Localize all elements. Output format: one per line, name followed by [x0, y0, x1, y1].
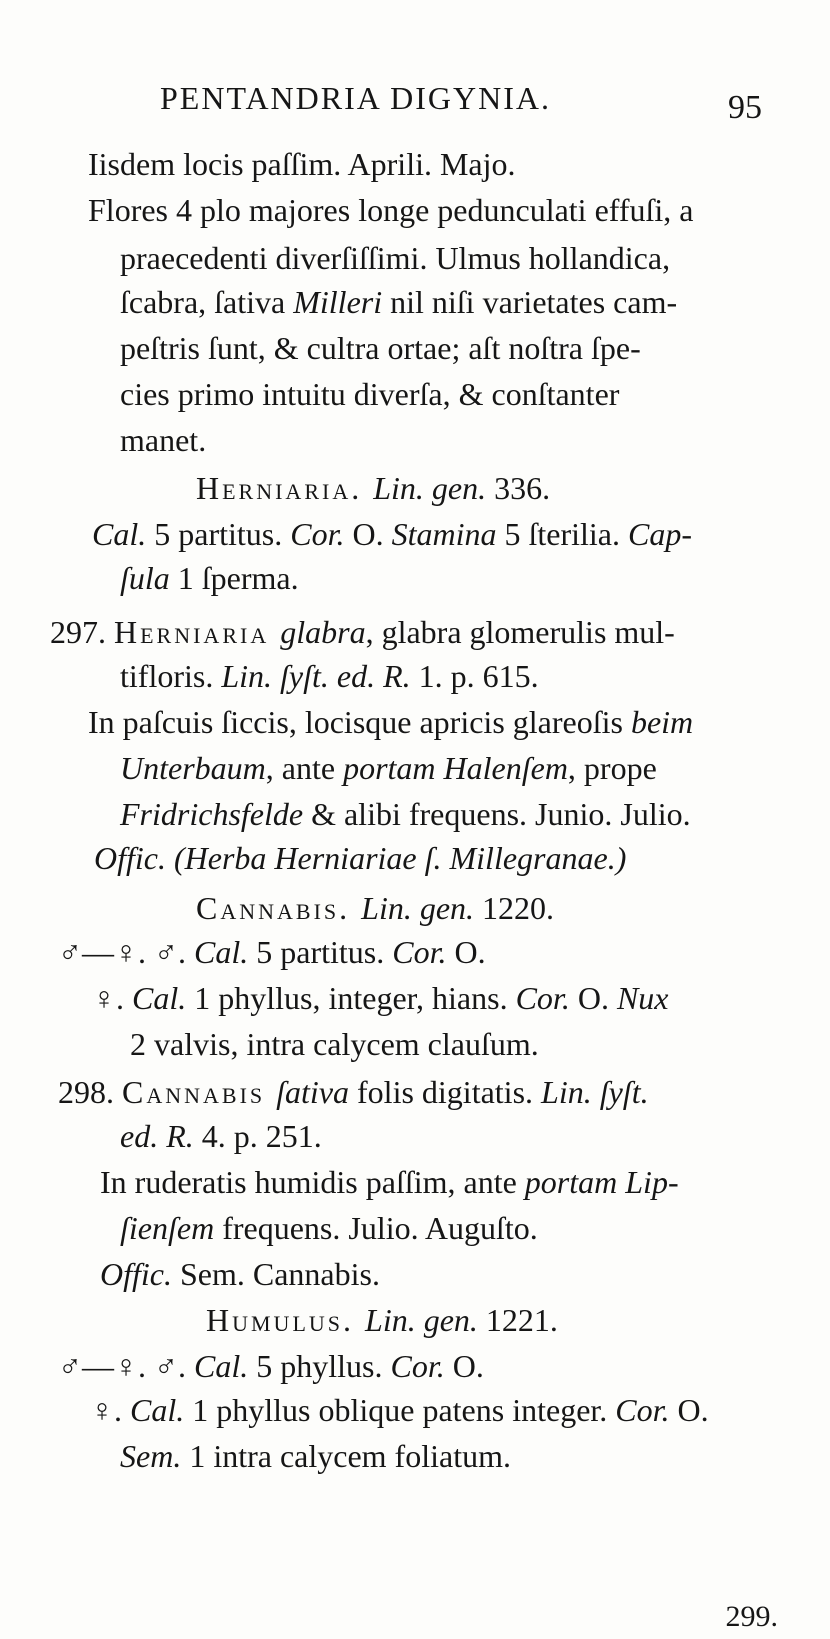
text-line: ♂—♀. ♂. Cal. 5 phyllus. Cor. O. [58, 1348, 484, 1384]
text-line: Cal. 5 partitus. Cor. O. Stamina 5 ſterilia. Cap- [92, 516, 692, 552]
text-line: Unterbaum, ante portam Halenſem, prope [120, 750, 657, 786]
text-line: ſula 1 ſperma. [120, 560, 299, 596]
genus-heading-cannabis: Cannabis. Lin. gen. 1220. [196, 890, 555, 926]
text-line: Offic. Sem. Cannabis. [100, 1256, 380, 1292]
text-line: ſcabra, ſativa Milleri nil niſi varietates cam- [120, 284, 678, 320]
text-line: In ruderatis humidis paſſim, ante portam Lip- [100, 1164, 679, 1200]
text-line: manet. [120, 422, 207, 458]
text-line: Iisdem locis paſſim. Aprili. Majo. [88, 146, 516, 182]
genus-heading-humulus: Humulus. Lin. gen. 1221. [206, 1302, 558, 1338]
entry-298: 298. Cannabis ſativa folis digitatis. Lin. ſyſt. [58, 1074, 649, 1110]
page-number: 95 [728, 89, 762, 126]
text-line: ♀. Cal. 1 phyllus, integer, hians. Cor. O. Nux [92, 980, 669, 1016]
running-header: PENTANDRIA DIGYNIA. [160, 80, 551, 116]
genus-heading-herniaria: Herniaria. Lin. gen. 336. [196, 470, 551, 506]
text-line: ſienſem frequens. Julio. Auguſto. [120, 1210, 538, 1246]
text-line: praecedenti diverſiſſimi. Ulmus hollandica, [120, 240, 671, 276]
text-line: 2 valvis, intra calycem clauſum. [130, 1026, 539, 1062]
text-line: ed. R. 4. p. 251. [120, 1118, 322, 1154]
text-line: Sem. 1 intra calycem foliatum. [120, 1438, 511, 1474]
entry-297: 297. Herniaria glabra, glabra glomerulis mul- [50, 614, 675, 650]
text-line: Flores 4 plo majores longe pedunculati effuſi, a [88, 192, 694, 228]
text-line: Offic. (Herba Herniariae ſ. Millegranae.) [94, 840, 627, 876]
text-line: cies primo intuitu diverſa, & conſtanter [120, 376, 620, 412]
text-line: tifloris. Lin. ſyſt. ed. R. 1. p. 615. [120, 658, 539, 694]
text-line: peſtris ſunt, & cultra ortae; aſt noſtra ſpe- [120, 330, 641, 366]
text-line: ♂—♀. ♂. Cal. 5 partitus. Cor. O. [58, 934, 486, 970]
catchword: 299. [725, 1600, 778, 1633]
text-line: ♀. Cal. 1 phyllus oblique patens integer. Cor. O. [90, 1392, 709, 1428]
text-line: Fridrichsfelde & alibi frequens. Junio. Julio. [120, 796, 691, 832]
text-line: In paſcuis ſiccis, locisque apricis glareoſis beim [88, 704, 694, 740]
